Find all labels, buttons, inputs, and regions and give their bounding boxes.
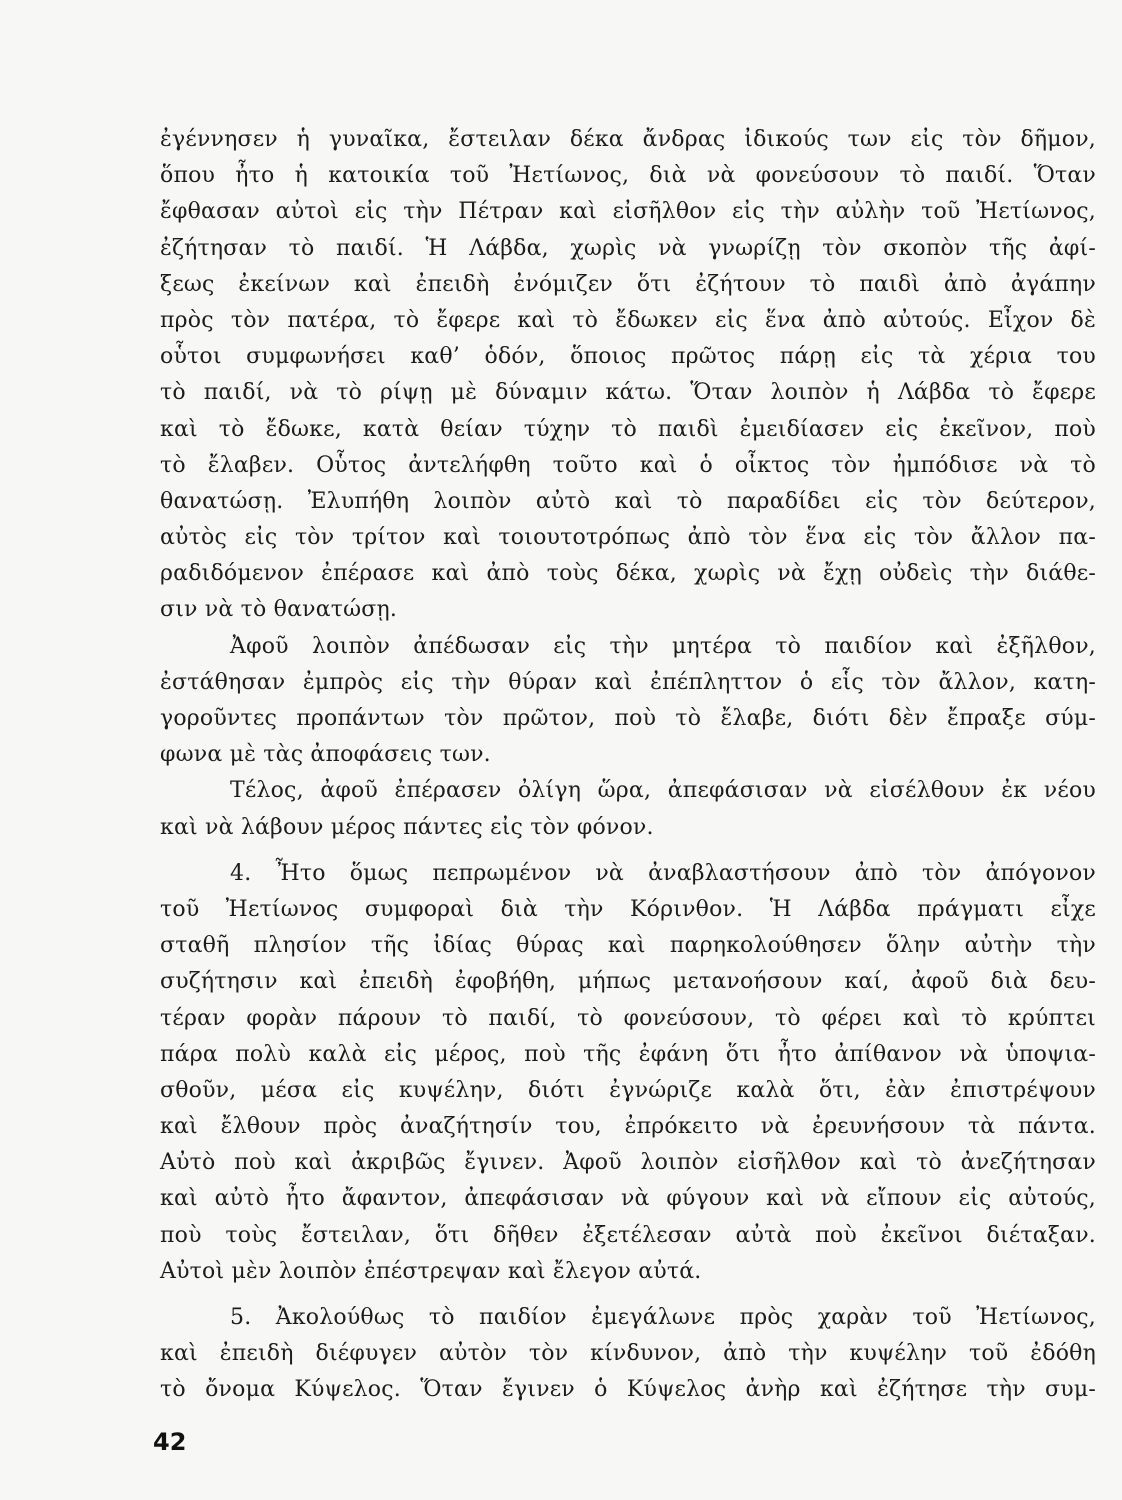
- text-line: σιν νὰ τὸ θανατώσῃ.: [160, 597, 398, 623]
- text-line: συζήτησιν καὶ ἐπειδὴ ἐφοβήθη, μήπως μετανοήσουν καί, ἀφοῦ διὰ δευ-: [160, 969, 1096, 995]
- text-line: ποὺ τοὺς ἔστειλαν, ὅτι δῆθεν ἐξετέλεσαν αὐτὰ ποὺ ἐκεῖνοι διέταξαν.: [160, 1222, 1096, 1248]
- text-line: καὶ νὰ λάβουν μέρος πάντες εἰς τὸν φόνον.: [160, 814, 654, 840]
- text-line: πρὸς τὸν πατέρα, τὸ ἔφερε καὶ τὸ ἔδωκεν εἰς ἕνα ἀπὸ αὐτούς. Εἶχον δὲ: [160, 307, 1096, 333]
- text-line: καὶ ἔλθουν πρὸς ἀναζήτησίν του, ἐπρόκειτο νὰ ἐρευνήσουν τὰ πάντα.: [160, 1114, 1096, 1140]
- text-line: σταθῆ πλησίον τῆς ἰδίας θύρας καὶ παρηκολούθησεν ὅλην αὐτὴν τὴν: [160, 933, 1096, 959]
- paragraph-gap: [160, 846, 1096, 856]
- paragraph-gap: [160, 1290, 1096, 1300]
- text-line: σθοῦν, μέσα εἰς κυψέλην, διότι ἐγνώριζε καλὰ ὅτι, ἐὰν ἐπιστρέψουν: [160, 1077, 1096, 1103]
- text-line: ἔφθασαν αὐτοὶ εἰς τὴν Πέτραν καὶ εἰσῆλθον εἰς τὴν αὐλὴν τοῦ Ἠετίωνος,: [160, 199, 1096, 225]
- text-line: καὶ αὐτὸ ἦτο ἄφαντον, ἀπεφάσισαν νὰ φύγουν καὶ νὰ εἴπουν εἰς αὐτούς,: [160, 1186, 1096, 1212]
- text-line: Τέλος, ἀφοῦ ἐπέρασεν ὀλίγη ὥρα, ἀπεφάσισαν νὰ εἰσέλθουν ἐκ νέου: [230, 778, 1096, 804]
- text-line: Αὐτὸ ποὺ καὶ ἀκριβῶς ἔγινεν. Ἀφοῦ λοιπὸν εἰσῆλθον καὶ τὸ ἀνεζήτησαν: [160, 1150, 1096, 1176]
- text-line: ἐγέννησεν ἡ γυναῖκα, ἔστειλαν δέκα ἄνδρας ἰδικούς των εἰς τὸν δῆμον,: [160, 127, 1096, 152]
- text-line: οὗτοι συμφωνήσει καθ’ ὁδόν, ὅποιος πρῶτος πάρῃ εἰς τὰ χέρια του: [160, 344, 1096, 370]
- text-line: 5. Ἀκολούθως τὸ παιδίον ἐμεγάλωνε πρὸς χαρὰν τοῦ Ἠετίωνος,: [230, 1305, 1096, 1330]
- text-line: Ἀφοῦ λοιπὸν ἀπέδωσαν εἰς τὴν μητέρα τὸ παιδίον καὶ ἐξῆλθον,: [230, 633, 1096, 659]
- text-line: θανατώσῃ. Ἐλυπήθη λοιπὸν αὐτὸ καὶ τὸ παραδίδει εἰς τὸν δεύτερον,: [160, 488, 1096, 514]
- text-line: ξεως ἐκείνων καὶ ἐπειδὴ ἐνόμιζεν ὅτι ἐζήτουν τὸ παιδὶ ἀπὸ ἀγάπην: [160, 271, 1096, 297]
- text-line: καὶ τὸ ἔδωκε, κατὰ θείαν τύχην τὸ παιδὶ ἐμειδίασεν εἰς ἐκεῖνον, ποὺ: [160, 416, 1096, 442]
- text-line: αὐτὸς εἰς τὸν τρίτον καὶ τοιουτοτρόπως ἀπὸ τὸν ἕνα εἰς τὸν ἄλλον πα-: [160, 525, 1096, 551]
- text-line: ὅπου ἦτο ἡ κατοικία τοῦ Ἠετίωνος, διὰ νὰ φονεύσουν τὸ παιδί. Ὅταν: [160, 163, 1096, 189]
- page-number: 42: [153, 1428, 187, 1456]
- body-text: [160, 122, 1096, 1409]
- text-line: τὸ παιδί, νὰ τὸ ρίψῃ μὲ δύναμιν κάτω. Ὅταν λοιπὸν ἡ Λάβδα τὸ ἔφερε: [160, 380, 1096, 406]
- text-line: γοροῦντες προπάντων τὸν πρῶτον, ποὺ τὸ ἔλαβε, διότι δὲν ἔπραξε σύμ-: [160, 706, 1096, 731]
- text-line: καὶ ἐπειδὴ διέφυγεν αὐτὸν τὸν κίνδυνον, ἀπὸ τὴν κυψέλην τοῦ ἐδόθη: [160, 1341, 1096, 1367]
- text-line: τοῦ Ἠετίωνος συμφοραὶ διὰ τὴν Κόρινθον. Ἡ Λάβδα πράγματι εἶχε: [160, 896, 1096, 922]
- text-line: τὸ ὄνομα Κύψελος. Ὅταν ἔγινεν ὁ Κύψελος ἀνὴρ καὶ ἐζήτησε τὴν συμ-: [160, 1377, 1096, 1403]
- text-line: Αὐτοὶ μὲν λοιπὸν ἐπέστρεψαν καὶ ἔλεγον αὐτά.: [160, 1258, 702, 1284]
- text-line: φωνα μὲ τὰς ἀποφάσεις των.: [160, 742, 491, 768]
- text-line: 4. Ἦτο ὅμως πεπρωμένον νὰ ἀναβλαστήσουν ἀπὸ τὸν ἀπόγονον: [230, 860, 1096, 886]
- text-line: ἐστάθησαν ἐμπρὸς εἰς τὴν θύραν καὶ ἐπέπληττον ὁ εἷς τὸν ἄλλον, κατη-: [160, 669, 1096, 695]
- text-line: ἐζήτησαν τὸ παιδί. Ἡ Λάβδα, χωρὶς νὰ γνωρίζῃ τὸν σκοπὸν τῆς ἀφί-: [160, 235, 1096, 261]
- text-line: τέραν φορὰν πάρουν τὸ παιδί, τὸ φονεύσουν, τὸ φέρει καὶ τὸ κρύπτει: [160, 1005, 1096, 1031]
- text-line: τὸ ἔλαβεν. Οὗτος ἀντελήφθη τοῦτο καὶ ὁ οἶκτος τὸν ἠμπόδισε νὰ τὸ: [160, 452, 1096, 478]
- text-line: ραδιδόμενον ἐπέρασε καὶ ἀπὸ τοὺς δέκα, χωρὶς νὰ ἔχῃ οὐδεὶς τὴν διάθε-: [160, 561, 1096, 587]
- text-line: πάρα πολὺ καλὰ εἰς μέρος, ποὺ τῆς ἐφάνη ὅτι ἦτο ἀπίθανον νὰ ὑποψια-: [160, 1041, 1096, 1067]
